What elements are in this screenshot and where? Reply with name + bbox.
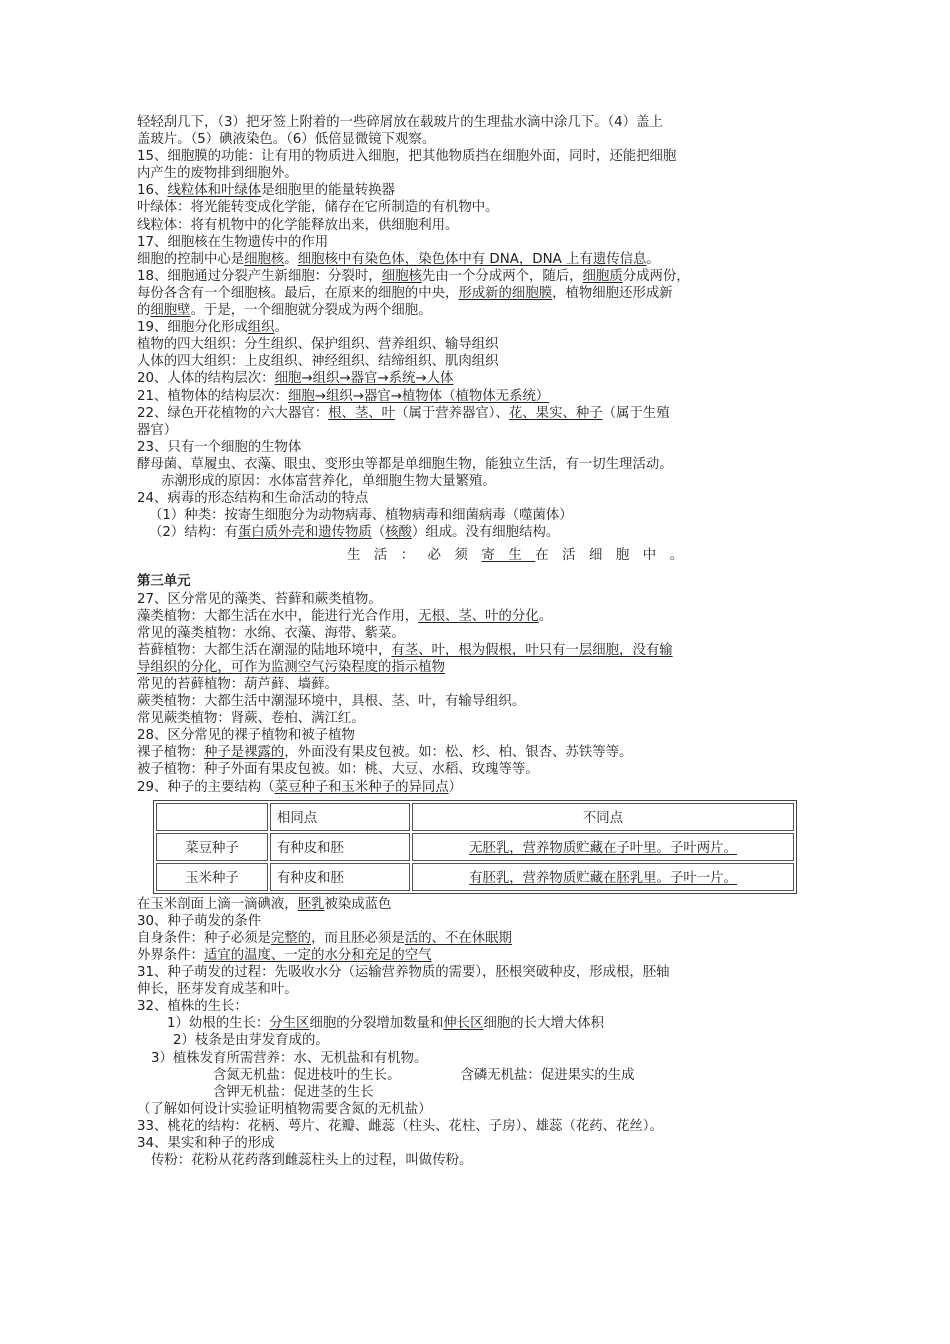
table-header-row bbox=[156, 803, 794, 831]
text: 藻类植物：大都生活在水中，能进行光合作用， bbox=[137, 608, 419, 624]
item-27: 27、区分常见的藻类、苔藓和蕨类植物。 bbox=[137, 591, 382, 607]
table-cell bbox=[412, 863, 794, 891]
text-line: 叶绿体：将光能转变成化学能，储存在它所制造的有机物中。 bbox=[137, 200, 499, 216]
underlined-text: 细胞核 bbox=[244, 251, 285, 267]
text: 外界条件： bbox=[137, 947, 204, 963]
text-line: 含钾无机盐：促进茎的生长 bbox=[213, 1084, 374, 1100]
underlined-text: 适宜的温度、一定的水分和充足的空气 bbox=[203, 947, 432, 963]
spaced-line bbox=[137, 547, 817, 564]
text-line: 传粉：花粉从花药落到雌蕊柱头上的过程，叫做传粉。 bbox=[151, 1153, 473, 1169]
text-line: 被子植物：种子外面有果皮包被。如：桃、大豆、水稻、玫瑰等等。 bbox=[137, 762, 539, 778]
text-line: （了解如何设计实验证明植物需要含氮的无机盐） bbox=[137, 1101, 432, 1117]
underlined-text: 无根、茎、叶的分化 bbox=[418, 608, 539, 624]
text-line: （1）种类：按寄生细胞分为动物病毒、植物病毒和细菌病毒（噬菌体） bbox=[149, 508, 573, 524]
table-cell: 玉米种子 bbox=[156, 863, 268, 891]
text: 含氮无机盐：促进枝叶的生长。 bbox=[213, 1067, 401, 1083]
text-line: 常见的藻类植物：水绵、衣藻、海带、紫菜。 bbox=[137, 625, 405, 641]
underlined-text: 菜豆种子和玉米种子的异同点 bbox=[274, 779, 449, 795]
underlined-text: 活的、不在休眠期 bbox=[404, 930, 512, 946]
text: 在活细胞中。 bbox=[535, 548, 697, 564]
text: 每份各含有一个细胞核。最后，在原来的细胞的中央， bbox=[137, 285, 459, 301]
text: 。 bbox=[274, 320, 288, 336]
item-28: 28、区分常见的裸子植物和被子植物 bbox=[137, 728, 355, 744]
text-line: 常见的苔藓植物：葫芦藓、墙藓。 bbox=[137, 677, 338, 692]
table-cell: 有种皮和胚 bbox=[270, 863, 410, 891]
text: 29、种子的主要结构（ bbox=[137, 779, 275, 795]
text-line: 常见蕨类植物：肾蕨、卷柏、满江红。 bbox=[137, 711, 365, 727]
text: 自身条件：种子必须是 bbox=[137, 930, 271, 946]
item-29 bbox=[137, 779, 817, 796]
text-line: 2）枝条是由芽发育成的。 bbox=[173, 1033, 329, 1049]
text: 16、 bbox=[137, 183, 168, 199]
text-line bbox=[137, 302, 817, 319]
item-15: 15、细胞膜的功能：让有用的物质进入细胞，把其他物质挡在细胞外面，同时，还能把细胞 bbox=[137, 149, 677, 165]
text: 19、细胞分化形成 bbox=[137, 320, 248, 336]
underlined-text: 分生区 bbox=[269, 1016, 310, 1032]
underlined-text: 寄生 bbox=[481, 548, 536, 564]
table-cell: 有种皮和胚 bbox=[270, 833, 410, 861]
item-20 bbox=[137, 370, 817, 387]
text: （属于营养器官）、 bbox=[395, 405, 509, 421]
item-31: 31、种子萌发的过程：先吸收水分（运输营养物质的需要），胚根突破种皮，形成根，胚轴 bbox=[137, 965, 670, 981]
text: （ bbox=[371, 525, 386, 541]
item-32: 32、植株的生长： bbox=[137, 999, 248, 1015]
underlined-text: 细胞→组织→器官→植物体（植物体无系统） bbox=[287, 388, 550, 404]
text-line: 赤潮形成的原因：水体富营养化，单细胞生物大量繁殖。 bbox=[161, 473, 496, 489]
text-line: 器官） bbox=[137, 422, 178, 438]
text: 1）幼根的生长： bbox=[167, 1016, 270, 1032]
underlined-text: 细胞壁 bbox=[150, 303, 191, 319]
text-line: 酵母菌、草履虫、衣藻、眼虫、变形虫等都是单细胞生物，能独立生活，有一切生理活动。 bbox=[137, 456, 673, 472]
text: 。于是，一个细胞就分裂成为两个细胞。 bbox=[190, 303, 432, 319]
text: ，植物细胞还形成新 bbox=[552, 285, 673, 301]
text: 是细胞里的能量转换器 bbox=[261, 183, 396, 199]
underlined-line: 导组织的分化，可作为监测空气污染程度的指示植物 bbox=[137, 659, 445, 675]
underlined-text: 伸长区 bbox=[443, 1016, 484, 1032]
item-22 bbox=[137, 405, 817, 422]
text: 被染成蓝色 bbox=[324, 896, 392, 912]
item-30: 30、种子萌发的条件 bbox=[137, 913, 262, 929]
text-line: 轻轻刮几下，（3）把牙签上附着的一些碎屑放在载玻片的生理盐水滴中涂几下。（4）盖上 bbox=[137, 115, 663, 130]
text: ，外面没有果皮包被。如：松、杉、柏、银杏、苏铁等等。 bbox=[284, 745, 633, 761]
text-line bbox=[137, 251, 817, 268]
text: 20、人体的结构层次： bbox=[137, 371, 275, 387]
item-16 bbox=[137, 182, 817, 199]
text: ，而且胚必须是 bbox=[311, 930, 405, 946]
text-line bbox=[137, 524, 817, 541]
table-header-cell: 不同点 bbox=[412, 803, 794, 831]
text: ） bbox=[448, 779, 463, 795]
text-line bbox=[137, 744, 817, 761]
text-line: 盖玻片。（5）碘液染色。（6）低倍显微镜下观察。 bbox=[137, 132, 436, 148]
text-line bbox=[137, 947, 817, 964]
table-cell: 菜豆种子 bbox=[156, 833, 268, 861]
text: 分成两份， bbox=[622, 268, 690, 284]
text: 在玉米剖面上滴一滴碘液， bbox=[137, 896, 298, 912]
table-row bbox=[156, 863, 794, 891]
text-line: 伸长，胚芽发育成茎和叶。 bbox=[137, 982, 298, 998]
underlined-text: 线粒体和叶绿体 bbox=[167, 183, 262, 199]
text: 。 bbox=[284, 251, 298, 267]
item-19 bbox=[137, 319, 817, 336]
underlined-text: 细胞核 bbox=[381, 268, 422, 284]
item-18 bbox=[137, 268, 817, 285]
text: 。 bbox=[538, 608, 553, 624]
underlined-text: 有茎、叶，根为假根，叶只有一层细胞，没有输 bbox=[391, 642, 673, 658]
table-header-cell bbox=[156, 803, 268, 831]
table-header-cell: 相同点 bbox=[270, 803, 410, 831]
item-34: 34、果实和种子的形成 bbox=[137, 1135, 275, 1151]
text: 的 bbox=[137, 303, 151, 319]
text-line bbox=[137, 1067, 817, 1084]
text-line: 蕨类植物：大都生活中潮湿环境中，具根、茎、叶，有输导组织。 bbox=[137, 694, 526, 710]
text: 苔藓植物：大都生活在潮湿的陆地环境中， bbox=[137, 642, 392, 658]
underlined-text: 细胞核中有染色体，染色体中有 DNA，DNA 上有遗传信息 bbox=[297, 251, 647, 267]
item-21 bbox=[137, 388, 817, 405]
text: 细胞的分裂增加数量和 bbox=[309, 1016, 444, 1032]
underlined-text: 核酸 bbox=[385, 525, 412, 541]
table-cell bbox=[412, 833, 794, 861]
text: （属于生殖 bbox=[602, 405, 670, 421]
document-page bbox=[137, 114, 817, 1169]
text: 裸子植物： bbox=[137, 745, 204, 761]
text: 。 bbox=[646, 251, 660, 267]
text: 先由一个分成两个，随后， bbox=[421, 268, 583, 284]
underlined-text: 完整的 bbox=[270, 930, 312, 946]
text: 含磷无机盐：促进果实的生成 bbox=[460, 1067, 635, 1083]
text-line: 内产生的废物排到细胞外。 bbox=[137, 166, 298, 182]
seed-comparison-table bbox=[153, 800, 797, 894]
underlined-text: 花、果实、种子 bbox=[508, 405, 603, 421]
underlined-text: 胚乳 bbox=[297, 896, 325, 912]
underlined-text: 有胚乳，营养物质贮藏在胚乳里。子叶一片。 bbox=[469, 871, 737, 887]
underlined-text: 细胞质 bbox=[582, 268, 623, 284]
text-line bbox=[137, 930, 817, 947]
text-line bbox=[137, 1015, 817, 1032]
text-line bbox=[137, 642, 817, 659]
item-23: 23、只有一个细胞的生物体 bbox=[137, 439, 302, 455]
text: 22、绿色开花植物的六大器官： bbox=[137, 405, 329, 421]
underlined-text: 根、茎、叶 bbox=[328, 405, 396, 421]
item-17: 17、细胞核在生物遗传中的作用 bbox=[137, 234, 329, 250]
text: 细胞的控制中心是 bbox=[137, 251, 245, 267]
underlined-text: 组织 bbox=[247, 320, 275, 336]
text-line: 植物的四大组织：分生组织、保护组织、营养组织、输导组织 bbox=[137, 337, 499, 353]
text: （2）结构：有 bbox=[149, 525, 238, 541]
item-24: 24、病毒的形态结构和生命活动的特点 bbox=[137, 491, 369, 507]
text-line bbox=[137, 896, 817, 913]
text: 21、植物体的结构层次： bbox=[137, 388, 288, 404]
text: 18、细胞通过分裂产生新细胞：分裂时， bbox=[137, 268, 382, 284]
text-line bbox=[137, 608, 817, 625]
section-heading: 第三单元 bbox=[137, 574, 191, 590]
text-line bbox=[137, 285, 817, 302]
underlined-text: 蛋白质外壳和遗传物质 bbox=[237, 525, 372, 541]
underlined-text: 无胚乳，营养物质贮藏在子叶里。子叶两片。 bbox=[469, 841, 737, 857]
underlined-text: 种子是裸露的 bbox=[203, 745, 285, 761]
text: ）组成。没有细胞结构。 bbox=[411, 525, 560, 541]
text-line: 3）植株发育所需营养：水、无机盐和有机物。 bbox=[151, 1050, 428, 1066]
item-33: 33、桃花的结构：花柄、萼片、花瓣、雌蕊（柱头、花柱、子房）、雄蕊（花药、花丝）。 bbox=[137, 1118, 663, 1134]
text-line: 人体的四大组织：上皮组织、神经组织、结缔组织、肌肉组织 bbox=[137, 354, 499, 370]
text: 生活：必须 bbox=[347, 548, 482, 564]
text: 细胞的长大增大体积 bbox=[483, 1016, 605, 1032]
underlined-text: 细胞→组织→器官→系统→人体 bbox=[274, 371, 454, 387]
text-line: 线粒体：将有机物中的化学能释放出来，供细胞利用。 bbox=[137, 217, 459, 233]
table-row bbox=[156, 833, 794, 861]
underlined-text: 形成新的细胞膜 bbox=[458, 285, 553, 301]
